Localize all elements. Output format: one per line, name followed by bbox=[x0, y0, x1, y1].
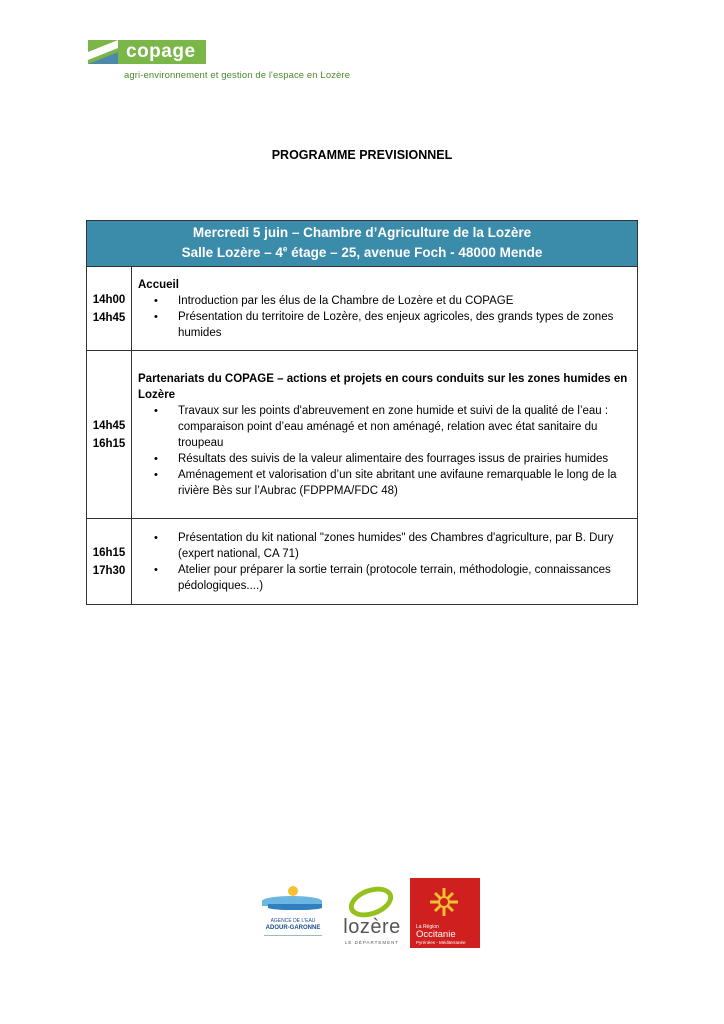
page-title: PROGRAMME PREVISIONNEL bbox=[271, 148, 453, 162]
adour-divider bbox=[264, 935, 322, 942]
wave-icon bbox=[268, 904, 322, 910]
program-table bbox=[86, 220, 638, 605]
time-start: 16h15 bbox=[92, 546, 126, 559]
lozere-departement-logo bbox=[340, 878, 404, 946]
table-row bbox=[87, 519, 638, 605]
table-row bbox=[87, 267, 638, 351]
time-start: 14h45 bbox=[92, 419, 126, 432]
copage-tagline: agri-environnement et gestion de l'espace en Lozère bbox=[124, 70, 351, 81]
occitanie-label: La Région bbox=[416, 924, 439, 930]
session-content bbox=[132, 351, 638, 519]
header-room-address: Salle Lozère – 4e étage – 25, avenue Foch - 48000 Mende bbox=[181, 244, 543, 260]
session-title: Accueil bbox=[138, 278, 179, 291]
adour-label: AGENCE DE L'EAU bbox=[270, 918, 316, 924]
lozere-word: lozère bbox=[343, 916, 401, 938]
list-item: • Présentation du kit national "zones humides" des Chambres d'agriculture, par B. Dury (expert national, CA 71) bbox=[178, 530, 631, 562]
table-row bbox=[87, 351, 638, 519]
time-end: 16h15 bbox=[92, 437, 126, 450]
session-items bbox=[138, 403, 631, 499]
adour-name: ADOUR-GARONNE bbox=[265, 925, 321, 931]
list-item: • Résultats des suivis de la valeur alimentaire des fourrages issus de prairies humides bbox=[178, 451, 631, 467]
time-end: 17h30 bbox=[92, 564, 126, 577]
occitanie-name: Occitanie bbox=[416, 929, 456, 940]
occitanie-subtitle: Pyrénées - Méditerranée bbox=[416, 940, 466, 945]
copage-logo-text: copage bbox=[126, 41, 196, 62]
session-title: Partenariats du COPAGE – actions et projets en cours conduits sur les zones humides en Lozère bbox=[138, 372, 628, 401]
occitan-cross-icon bbox=[426, 884, 462, 920]
lozere-subtitle: LE DÉPARTEMENT bbox=[344, 940, 400, 945]
time-slot bbox=[87, 351, 132, 519]
list-item: • Atelier pour préparer la sortie terrain (protocole terrain, méthodologie, connaissances pédologiques....) bbox=[178, 562, 631, 594]
session-content bbox=[132, 267, 638, 351]
adour-garonne-logo bbox=[258, 878, 328, 946]
session-items bbox=[138, 293, 631, 341]
sun-icon bbox=[288, 886, 298, 896]
time-end: 14h45 bbox=[92, 311, 126, 324]
time-start: 14h00 bbox=[92, 293, 126, 306]
table-header-row bbox=[87, 221, 638, 267]
header-date-place: Mercredi 5 juin – Chambre d’Agriculture de la Lozère bbox=[192, 225, 532, 240]
list-item: • Aménagement et valorisation d’un site abritant une avifaune remarquable le long de la rivière Bès sur l’Aubrac (FDPPMA/FDC 48) bbox=[178, 467, 631, 499]
session-content bbox=[132, 519, 638, 605]
copage-logo bbox=[88, 38, 368, 86]
table-header bbox=[87, 221, 638, 267]
copage-mark-icon bbox=[88, 38, 118, 66]
list-item: • Introduction par les élus de la Chambre de Lozère et du COPAGE bbox=[178, 293, 631, 309]
occitanie-region-logo bbox=[410, 878, 480, 948]
time-slot bbox=[87, 519, 132, 605]
session-items bbox=[138, 530, 631, 594]
list-item: • Travaux sur les points d'abreuvement en zone humide et suivi de la qualité de l’eau : comparaison point d’eau aménagé et non aménagé, relation avec état sanitaire du troupeau bbox=[178, 403, 631, 451]
list-item: • Présentation du territoire de Lozère, des enjeux agricoles, des grands types de zones humides bbox=[178, 309, 631, 341]
time-slot bbox=[87, 267, 132, 351]
